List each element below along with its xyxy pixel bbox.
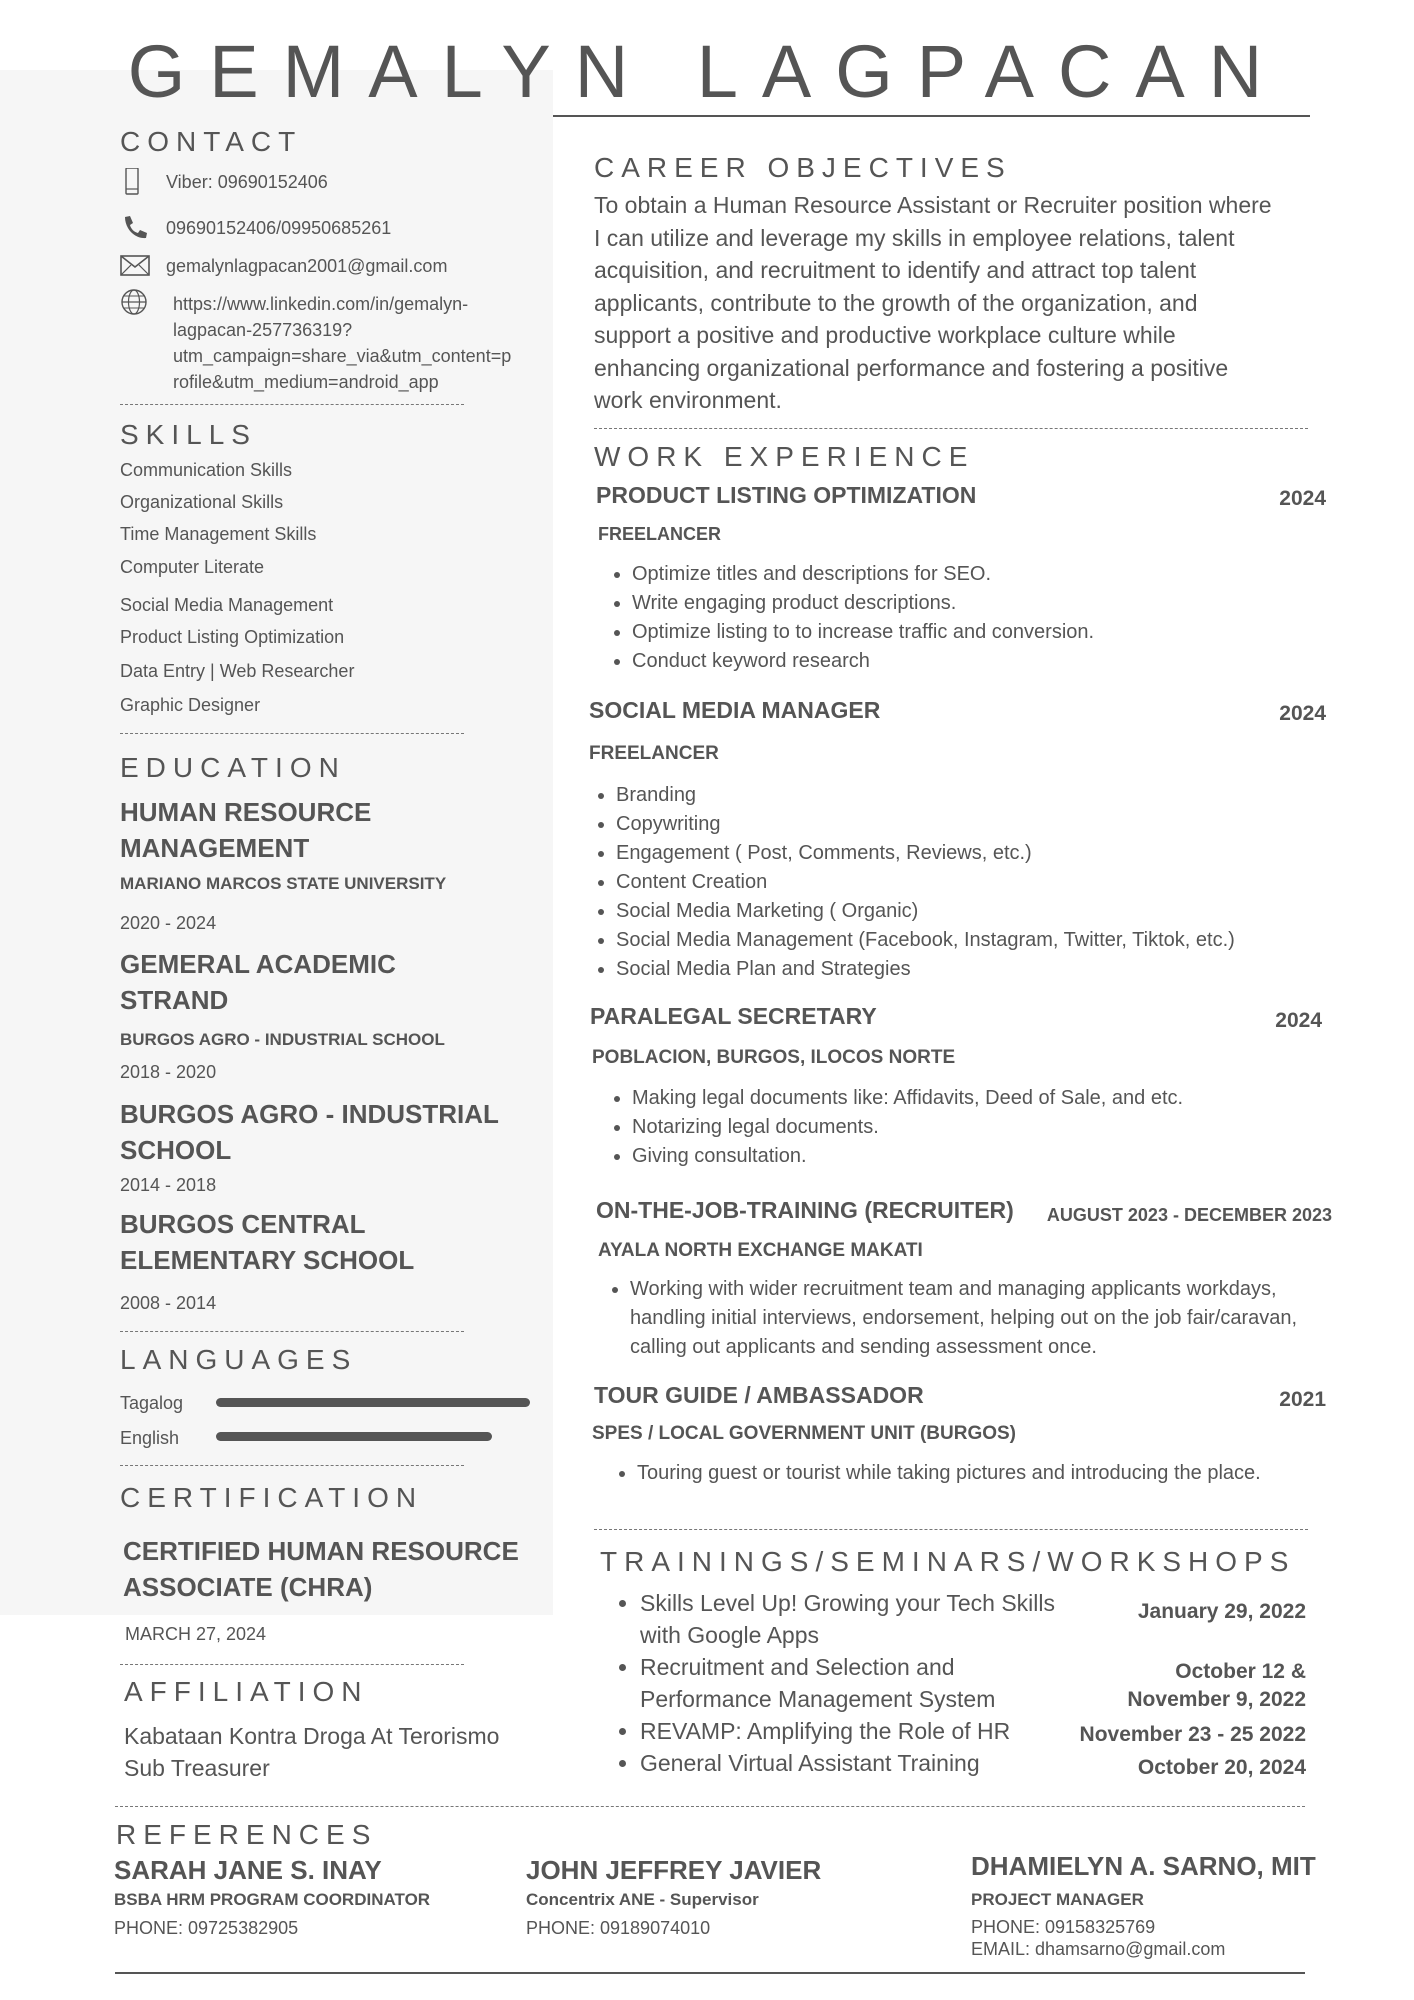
job-title: PARALEGAL SECRETARY: [590, 1003, 877, 1029]
training-line: Performance Management System: [640, 1686, 996, 1712]
education-years: 2014 - 2018: [120, 1175, 217, 1195]
career-line: enhancing organizational performance and fostering a positive: [594, 354, 1229, 381]
career-line: applicants, contribute to the growth of the organization, and: [594, 289, 1198, 316]
job-bullet: • Making legal documents like: Affidavits, Deed of Sale, and etc.: [632, 1084, 1352, 1113]
training-date: November 23 - 25 2022: [1079, 1723, 1306, 1746]
reference-card: [114, 1855, 430, 1939]
envelope-icon: [120, 252, 152, 280]
job-year: 2024: [1279, 487, 1326, 510]
certification-heading: CERTIFICATION: [120, 1482, 424, 1513]
language-track: [216, 1432, 530, 1442]
globe-icon: [120, 288, 152, 316]
job-bullet: • Touring guest or tourist while taking pictures and introducing the place.: [637, 1459, 1297, 1488]
career-objective-text: [594, 189, 1314, 417]
career-line: To obtain a Human Resource Assistant or Recruiter position where: [594, 192, 1272, 218]
job-title: PRODUCT LISTING OPTIMIZATION: [596, 482, 977, 508]
affiliation-text: [124, 1720, 499, 1784]
reference-role: PROJECT MANAGER: [971, 1890, 1144, 1909]
training-date: October 20, 2024: [1137, 1756, 1306, 1779]
mobile-phone-icon: [120, 168, 152, 196]
training-line: Skills Level Up! Growing your Tech Skills: [640, 1590, 1056, 1616]
resume-name: GEMALYN LAGPACAN: [127, 30, 1287, 113]
training-item: [606, 1651, 1106, 1715]
job-org: AYALA NORTH EXCHANGE MAKATI: [598, 1240, 923, 1261]
education-years: 2008 - 2014: [120, 1293, 217, 1313]
certification-date: MARCH 27, 2024: [125, 1624, 267, 1644]
affiliation-line: Sub Treasurer: [124, 1755, 270, 1781]
job-bullets: [603, 1459, 1297, 1488]
contact-linkedin: [120, 288, 540, 398]
divider: [594, 428, 1308, 429]
viber-text: Viber: 09690152406: [166, 172, 328, 192]
email-text[interactable]: gemalynlagpacan2001@gmail.com: [166, 256, 448, 276]
skill-item: Social Media Management: [120, 595, 334, 615]
contact-heading: CONTACT: [120, 126, 303, 157]
reference-name: SARAH JANE S. INAY: [114, 1855, 382, 1885]
education-title-line: SCHOOL: [120, 1135, 232, 1165]
skill-item: Graphic Designer: [120, 695, 261, 715]
name-underline: [553, 115, 1310, 117]
job-bullet: • Write engaging product descriptions.: [632, 589, 1332, 618]
job-bullets: [598, 560, 1332, 676]
education-school: BURGOS AGRO - INDUSTRIAL SCHOOL: [120, 1030, 445, 1049]
reference-phone: PHONE: 09189074010: [526, 1918, 711, 1938]
job-bullet: • Optimize titles and descriptions for SEO.: [632, 560, 1332, 589]
job-title: ON-THE-JOB-TRAINING (RECRUITER): [596, 1197, 1014, 1223]
affiliation-line: Kabataan Kontra Droga At Terorismo: [124, 1723, 500, 1749]
career-line: support a positive and productive workplace culture while: [594, 322, 1176, 348]
education-title-line: ELEMENTARY SCHOOL: [120, 1245, 415, 1275]
language-level-bar: [216, 1398, 530, 1407]
training-line: Recruitment and Selection and: [640, 1654, 955, 1680]
reference-role: BSBA HRM PROGRAM COORDINATOR: [114, 1890, 431, 1909]
phone-icon: [120, 214, 152, 242]
linkedin-line: https://www.linkedin.com/in/gemalyn-: [173, 294, 469, 314]
education-title-line: BURGOS AGRO - INDUSTRIAL: [120, 1099, 499, 1129]
skill-item: Computer Literate: [120, 557, 265, 577]
language-name: Tagalog: [120, 1393, 184, 1413]
skill-item: Product Listing Optimization: [120, 627, 345, 647]
job-bullet: • Content Creation: [616, 868, 1356, 897]
linkedin-line: utm_campaign=share_via&utm_content=p: [173, 346, 512, 366]
education-title-line: STRAND: [120, 985, 229, 1015]
education-school: MARIANO MARCOS STATE UNIVERSITY: [120, 874, 447, 893]
divider: [120, 733, 464, 734]
skill-item: Communication Skills: [120, 460, 293, 480]
job-bullet: • Social Media Marketing ( Organic): [616, 897, 1356, 926]
education-heading: EDUCATION: [120, 752, 346, 783]
training-item: [606, 1747, 1106, 1779]
language-level-bar: [216, 1432, 492, 1441]
divider: [594, 1529, 1308, 1530]
trainings-heading: TRAININGS/SEMINARS/WORKSHOPS: [600, 1546, 1296, 1577]
linkedin-url[interactable]: [173, 291, 511, 395]
job-bullet: • Social Media Plan and Strategies: [616, 955, 1356, 984]
languages-heading: LANGUAGES: [120, 1344, 358, 1375]
reference-name: JOHN JEFFREY JAVIER: [526, 1855, 822, 1885]
job-bullet: • Giving consultation.: [632, 1142, 1352, 1171]
education-title: [120, 794, 371, 866]
reference-card: [971, 1851, 1316, 1960]
divider: [115, 1806, 1305, 1807]
job-org: FREELANCER: [598, 524, 722, 544]
job-org: POBLACION, BURGOS, ILOCOS NORTE: [592, 1047, 956, 1068]
education-title-line: HUMAN RESOURCE: [120, 797, 372, 827]
job-bullet: • Branding: [616, 781, 1356, 810]
linkedin-line: lagpacan-257736319?: [173, 320, 353, 340]
training-date: January 29, 2022: [1137, 1600, 1306, 1623]
training-date-line: November 9, 2022: [1127, 1688, 1306, 1711]
job-bullet: • Copywriting: [616, 810, 1356, 839]
training-date-line: October 12 &: [1175, 1660, 1306, 1683]
contact-phone: [120, 214, 540, 244]
career-line: work environment.: [594, 387, 782, 413]
certification-title-line: CERTIFIED HUMAN RESOURCE: [123, 1536, 519, 1566]
job-bullet: • Notarizing legal documents.: [632, 1113, 1352, 1142]
divider: [120, 1465, 464, 1466]
education-title-line: BURGOS CENTRAL: [120, 1209, 366, 1239]
training-item: [606, 1587, 1106, 1651]
job-bullet: • Optimize listing to to increase traffic and conversion.: [632, 618, 1332, 647]
reference-phone: PHONE: 09158325769: [971, 1917, 1156, 1937]
certification-title-line: ASSOCIATE (CHRA): [123, 1572, 373, 1602]
phone-text[interactable]: 09690152406/09950685261: [166, 218, 392, 238]
skill-item: Organizational Skills: [120, 492, 284, 512]
job-bullet: • Social Media Management (Facebook, Instagram, Twitter, Tiktok, etc.): [616, 926, 1356, 955]
linkedin-line: rofile&utm_medium=android_app: [173, 372, 439, 392]
education-title-line: MANAGEMENT: [120, 833, 310, 863]
divider: [120, 404, 464, 405]
references-heading: REFERENCES: [116, 1819, 378, 1850]
training-line: • REVAMP: Amplifying the Role of HR: [640, 1715, 1106, 1747]
job-org: FREELANCER: [589, 743, 719, 764]
job-org: SPES / LOCAL GOVERNMENT UNIT (BURGOS): [592, 1423, 1017, 1444]
job-bullets: [596, 1275, 1340, 1362]
training-date: [1040, 1658, 1306, 1714]
education-title: [120, 946, 396, 1018]
contact-viber: [120, 168, 540, 198]
contact-email: [120, 252, 540, 280]
job-bullet: • Conduct keyword research: [632, 647, 1332, 676]
work-heading: WORK EXPERIENCE: [594, 441, 975, 472]
affiliation-heading: AFFILIATION: [124, 1676, 369, 1707]
reference-email[interactable]: EMAIL: dhamsarno@gmail.com: [971, 1939, 1226, 1959]
footer-rule: [115, 1972, 1305, 1974]
job-bullet: • Engagement ( Post, Comments, Reviews, etc.): [616, 839, 1356, 868]
reference-card: [526, 1855, 821, 1939]
training-line: • General Virtual Assistant Training: [640, 1747, 1106, 1779]
job-bullet: • Working with wider recruitment team and managing applicants workdays, handling initial interviews, endorsement, helping out on the job fair/caravan, calling out applicants and sending assessment once.: [630, 1275, 1340, 1362]
career-line: I can utilize and leverage my skills in employee relations, talent: [594, 224, 1235, 251]
training-line: with Google Apps: [640, 1622, 820, 1648]
education-title: [120, 1206, 414, 1278]
career-heading: CAREER OBJECTIVES: [594, 152, 1012, 183]
language-name: English: [120, 1428, 180, 1448]
reference-role: Concentrix ANE - Supervisor: [526, 1890, 759, 1909]
skills-heading: SKILLS: [120, 419, 257, 450]
reference-name: DHAMIELYN A. SARNO, MIT: [971, 1851, 1316, 1881]
job-title: SOCIAL MEDIA MANAGER: [589, 697, 881, 723]
language-track: [216, 1398, 530, 1408]
divider: [120, 1664, 464, 1665]
job-title: TOUR GUIDE / AMBASSADOR: [594, 1382, 924, 1408]
education-years: 2020 - 2024: [120, 913, 217, 933]
skill-item: Time Management Skills: [120, 524, 317, 544]
skill-item: Data Entry | Web Researcher: [120, 661, 355, 681]
divider: [120, 1331, 464, 1332]
job-year: 2024: [1279, 702, 1326, 725]
education-title-line: GEMERAL ACADEMIC: [120, 949, 396, 979]
job-year: AUGUST 2023 - DECEMBER 2023: [1046, 1205, 1332, 1225]
job-bullets: [582, 781, 1356, 984]
education-title: [120, 1096, 499, 1168]
job-year: 2024: [1275, 1009, 1322, 1032]
job-bullets: [598, 1084, 1352, 1171]
reference-phone: PHONE: 09725382905: [114, 1918, 299, 1938]
certification-title: [123, 1533, 519, 1605]
career-line: acquisition, and recruitment to identify and attract top talent: [594, 257, 1197, 283]
education-years: 2018 - 2020: [120, 1062, 217, 1082]
job-year: 2021: [1279, 1388, 1326, 1411]
